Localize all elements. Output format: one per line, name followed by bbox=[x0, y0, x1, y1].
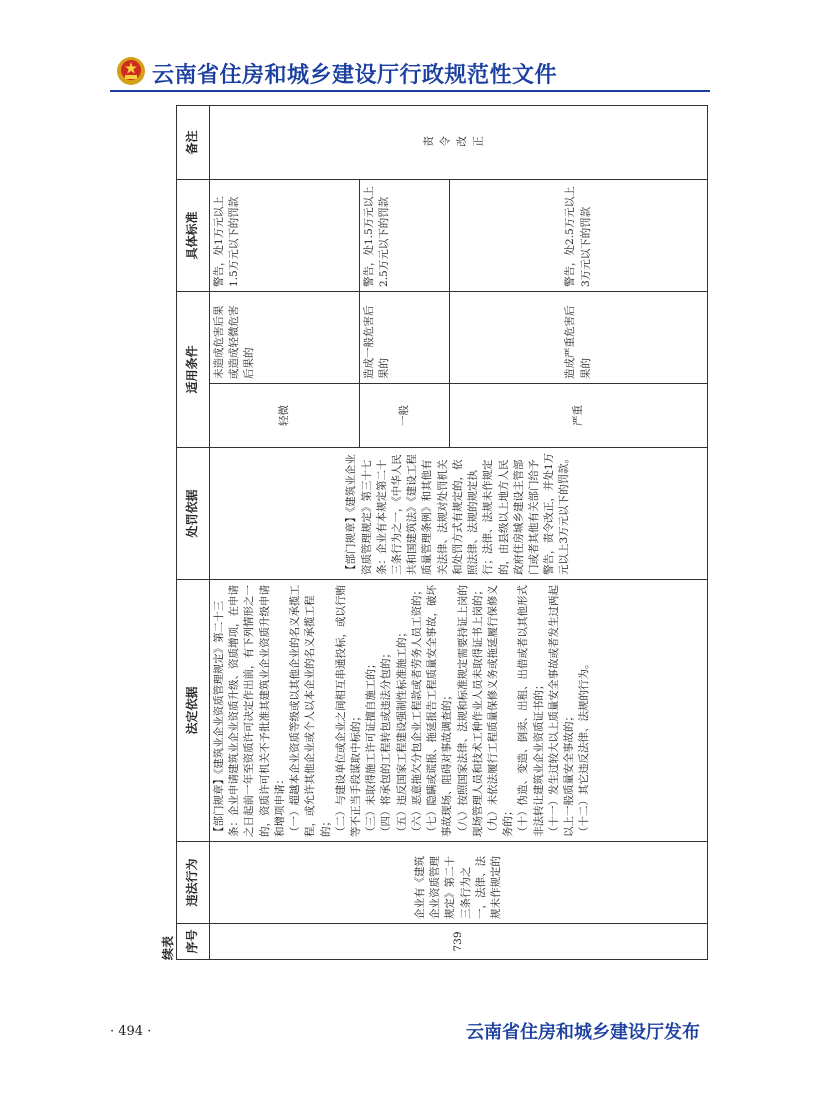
rotated-table-page bbox=[160, 106, 708, 960]
level-label: 轻微 bbox=[210, 384, 360, 448]
legal-line: （二）与建设单位或企业之间相互串通投标，或以行贿等不正当手段谋取中标的； bbox=[334, 585, 362, 837]
table-row bbox=[210, 105, 360, 959]
col-header-penalty: 处罚依据 bbox=[177, 448, 210, 580]
col-header-remark: 备注 bbox=[177, 105, 210, 179]
row-remark bbox=[210, 105, 708, 179]
legal-line: （八）按照国家法律、法规和标准规定需要持证上岗的现场管理人员和技术工种作业人员未取得证书上岗的； bbox=[456, 585, 484, 837]
legal-line: （一）超越本企业资质等级或以其他企业的名义承揽工程，或允许其他企业或个人以本企业的名义承揽工程的； bbox=[289, 585, 332, 837]
continued-label: 续表 bbox=[161, 935, 175, 960]
legal-line: 【部门规章】《建筑业企业资质管理规定》第二十三条：企业申请建筑业企业资质升级、资质增项，在申请之日起前一年至资质许可决定作出前，有下列情形之一的，资质许可机关不予批准其建筑业企业资质升级申请和增项申请： bbox=[213, 585, 286, 837]
col-header-conditions: 适用条件 bbox=[177, 291, 210, 447]
remark-text: 责令改正 bbox=[422, 135, 489, 148]
table-header-row bbox=[177, 105, 210, 959]
legal-line: （七）隐瞒或谎报、拖延报告工程质量安全事故，破坏事故现场、阻碍对事故调查的； bbox=[426, 585, 454, 837]
page-header bbox=[0, 0, 816, 100]
row-penalty-basis: 【部门规章】《建筑业企业资质管理规定》第三十七条：企业有本规定第二十三条行为之一，《中华人民共和国建筑法》《建设工程质量管理条例》和其他有关法律、法规对处罚机关和处罚方式有规定的，依照法律、法规的规定执行；法律、法规未作规定的，由县级以上地方人民政府住房城乡建设主管部门或者其他有关部门给予警告，责令改正，并处1万元以上3万元以下的罚款。 bbox=[210, 448, 708, 580]
level-label: 一般 bbox=[360, 384, 450, 448]
legal-line: （十）伪造、变造、倒卖、出租、出借或者以其他形式非法转让建筑业企业资质证书的； bbox=[517, 585, 545, 837]
level-condition: 造成严重危害后果的 bbox=[450, 291, 708, 383]
national-emblem-icon bbox=[116, 56, 146, 86]
legal-line: （九）未依法履行工程质量保修义务或拖延履行保修义务的； bbox=[486, 585, 515, 837]
legal-line: （六）恶意拖欠分包企业工程款或者劳务人员工资的； bbox=[410, 585, 423, 837]
legal-line: （十二）其它违反法律、法规的行为。 bbox=[578, 658, 591, 837]
document-series-title: 云南省住房和城乡建设厅行政规范性文件 bbox=[152, 63, 558, 88]
col-header-act: 违法行为 bbox=[177, 842, 210, 924]
level-standard: 警告，处1.5万元以上2.5万元以下的罚款 bbox=[360, 179, 450, 291]
legal-line: （四）将承包的工程转包或违法分包的； bbox=[380, 648, 393, 837]
page-number: · 494 · bbox=[110, 1024, 152, 1039]
col-header-seq: 序号 bbox=[177, 924, 210, 960]
row-legal-basis bbox=[210, 580, 708, 842]
level-condition: 造成一般危害后果的 bbox=[360, 291, 450, 383]
row-seq: 739 bbox=[210, 924, 708, 960]
level-standard: 警告，处2.5万元以上3万元以下的罚款 bbox=[450, 179, 708, 291]
col-header-legal: 法定依据 bbox=[177, 580, 210, 842]
row-act: 企业有《建筑企业资质管理规定》第二十三条行为之一，法律、法规未作规定的 bbox=[210, 842, 708, 924]
level-label: 严重 bbox=[450, 384, 708, 448]
level-condition: 未造成危害后果或造成轻微危害后果的 bbox=[210, 291, 360, 383]
legal-line: （三）未取得施工许可证擅自施工的； bbox=[365, 658, 378, 837]
level-standard: 警告，处1万元以上1.5万元以下的罚款 bbox=[210, 179, 360, 291]
col-header-standard: 具体标准 bbox=[177, 179, 210, 291]
publisher-label: 云南省住房和城乡建设厅发布 bbox=[466, 1022, 700, 1043]
legal-line: （十一）发生过较大以上质量安全事故或者发生过两起以上一般质量安全事故的； bbox=[547, 585, 576, 837]
penalty-standard-table bbox=[176, 105, 708, 960]
legal-line: （五）违反国家工程建设强制性标准施工的； bbox=[395, 627, 408, 837]
header-divider bbox=[110, 90, 710, 92]
